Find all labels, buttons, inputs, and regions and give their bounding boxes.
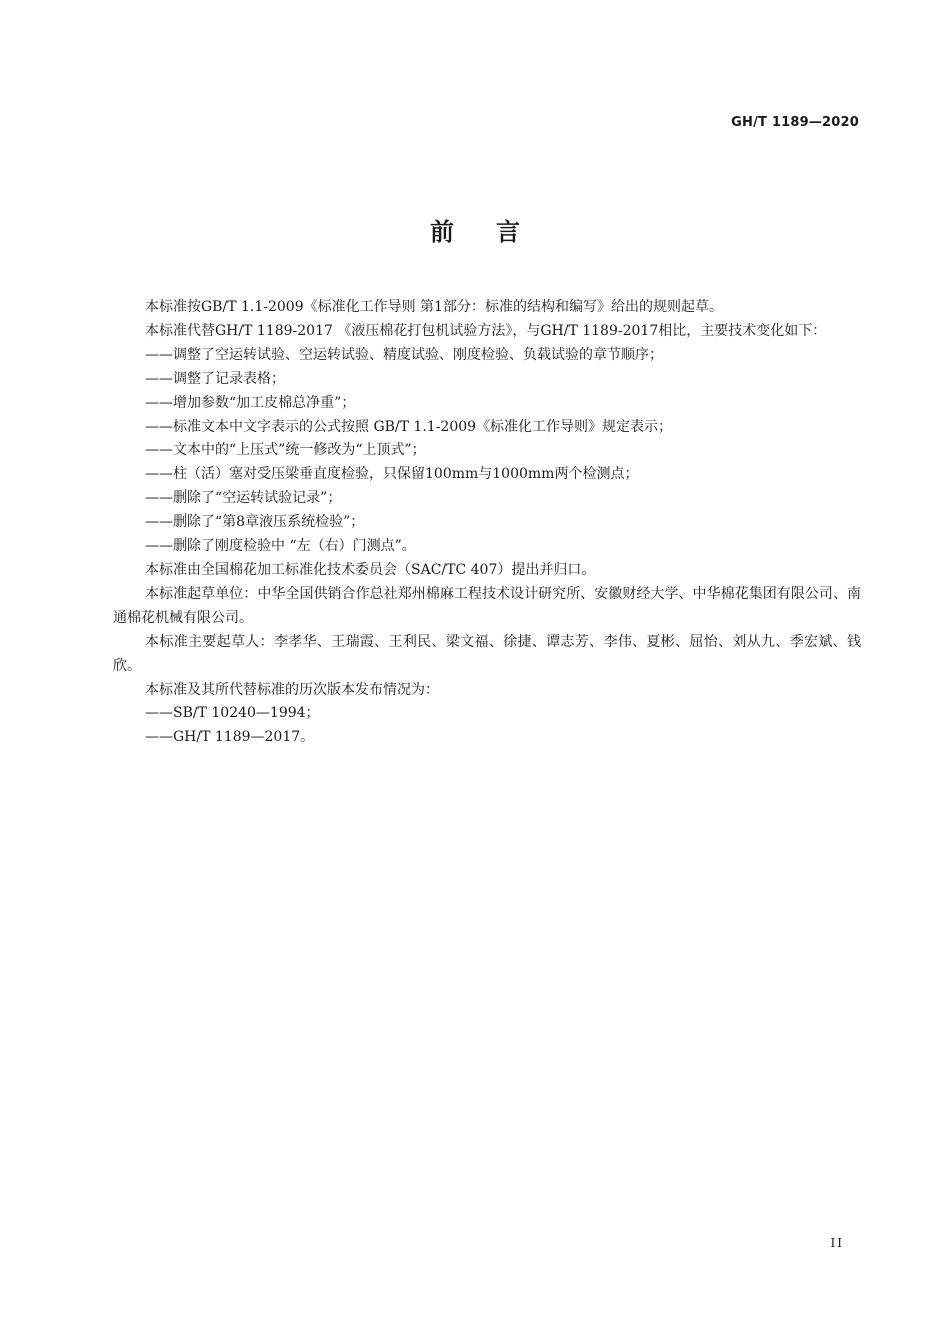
paragraph-replacement: 本标准代替GH/T 1189-2017 《液压棉花打包机试验方法》，与GH/T 1189-2017相比，主要技术变化如下： (145, 322, 827, 339)
version-item: ——SB/T 10240—1994； (145, 705, 320, 722)
change-item: ——标准文本中文字表示的公式按照 GB/T 1.1-2009《标准化工作导则》规定表示； (145, 418, 673, 435)
change-item: ——增加参数“加工皮棉总净重”； (145, 394, 356, 411)
change-item: ——文本中的“上压式”统一修改为“上顶式”； (145, 442, 426, 459)
paragraph-drafting-rules: 本标准按GB/T 1.1-2009《标准化工作导则 第1部分：标准的结构和编写》给出的规则起草。 (145, 299, 723, 315)
paragraph-proposer: 本标准由全国棉花加工标准化技术委员会（SAC/TC 407）提出并归口。 (145, 561, 596, 578)
change-item: ——柱（活）塞对受压梁垂直度检验，只保留100mm与1000mm两个检测点； (145, 466, 639, 483)
paragraph-drafters: 本标准主要起草人：李孝华、王瑞霞、王利民、梁文福、徐捷、谭志芳、李伟、夏彬、屈怡、刘从九、季宏斌、钱欣。 (113, 633, 861, 674)
change-item: ——调整了空运转试验、空运转试验、精度试验、刚度检验、负载试验的章节顺序； (145, 346, 663, 363)
document-id: GH/T 1189—2020 (731, 115, 859, 130)
paragraph-version-history: 本标准及其所代替标准的历次版本发布情况为： (145, 681, 439, 698)
change-item: ——调整了记录表格； (145, 370, 285, 387)
change-item: ——删除了“空运转试验记录”； (145, 490, 342, 507)
paragraph-drafting-units: 本标准起草单位：中华全国供销合作总社郑州棉麻工程技术设计研究所、安徽财经大学、中华棉花集团有限公司、南通棉花机械有限公司。 (113, 585, 861, 626)
page-number: II (830, 1236, 844, 1250)
change-item: ——删除了“第8章液压系统检验”； (145, 514, 365, 531)
version-item: ——GH/T 1189—2017。 (145, 729, 315, 746)
foreword-body (113, 296, 861, 750)
page-title: 前言 (430, 218, 562, 246)
change-item: ——删除了刚度检验中 “左（右）门测点”。 (145, 538, 416, 555)
